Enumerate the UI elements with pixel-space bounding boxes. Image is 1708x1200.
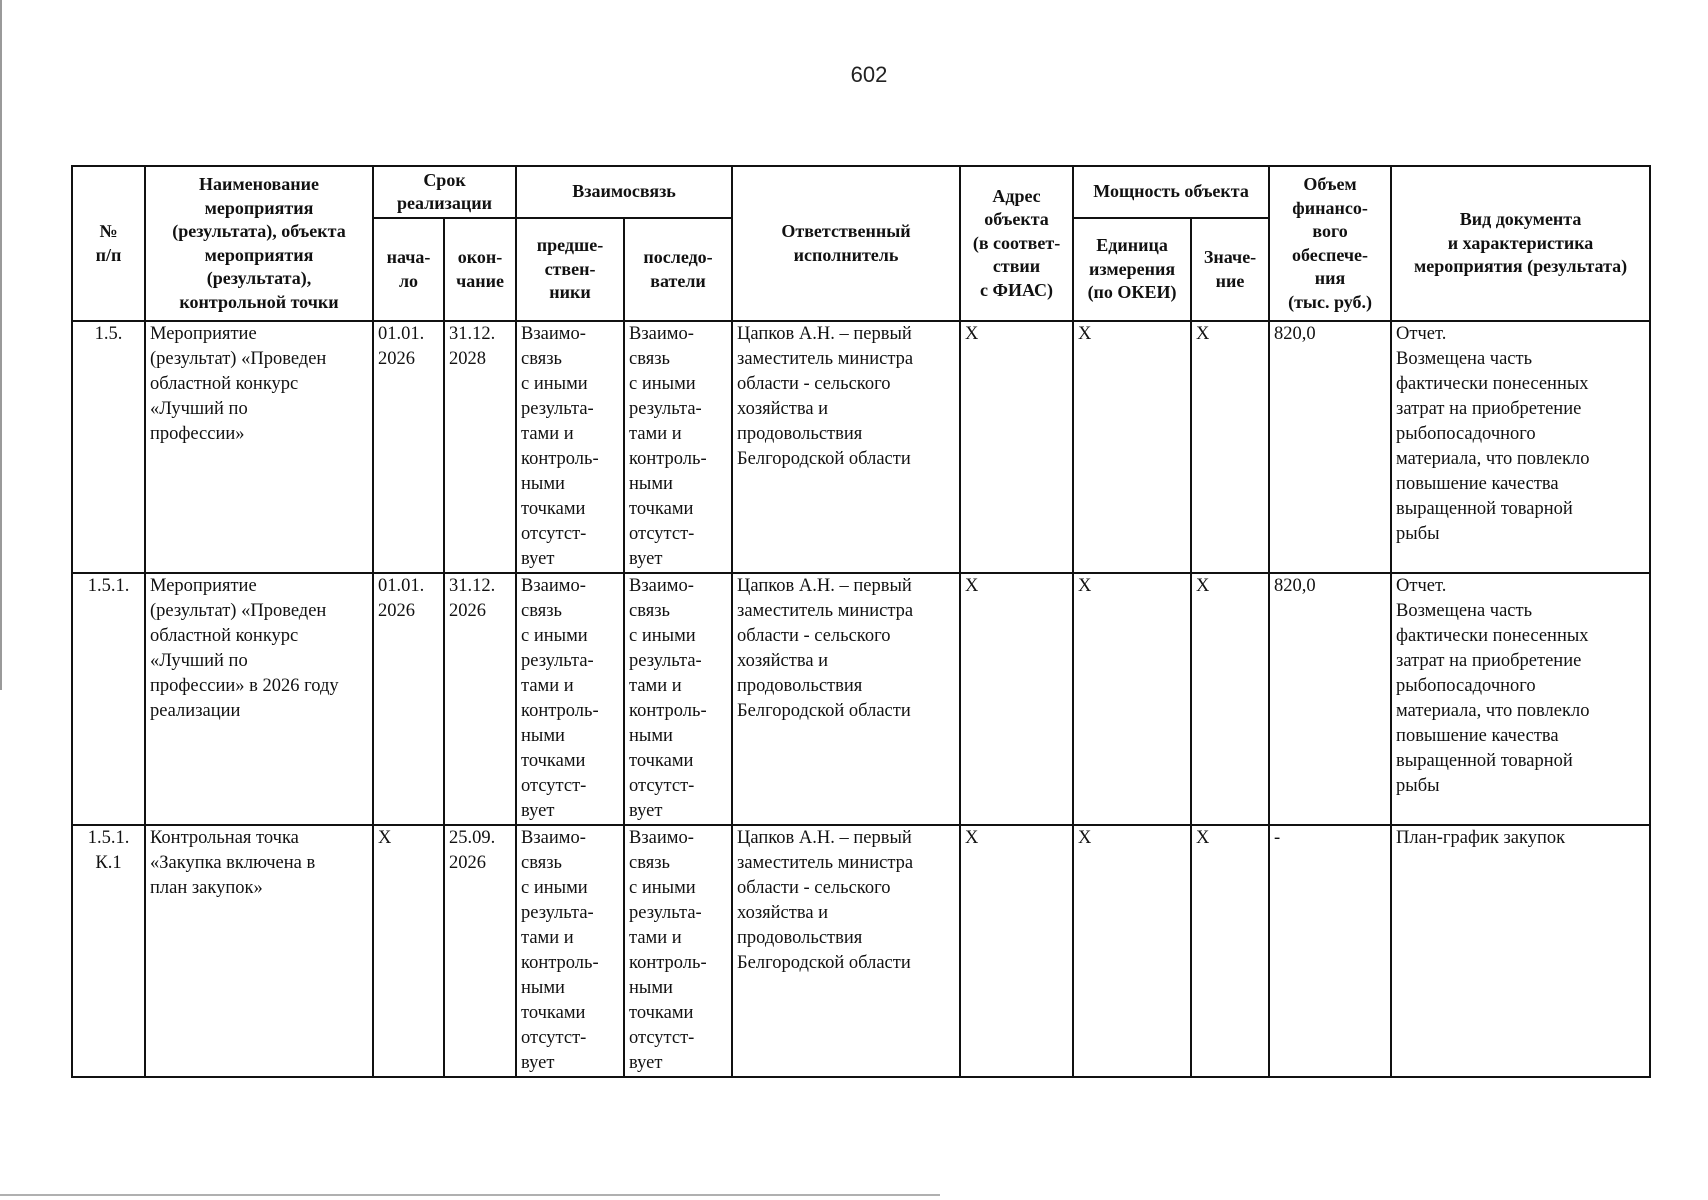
cell-doc: Отчет. Возмещена часть фактически понесенных затрат на приобретение рыбопосадочного материала, что повлекло повышение качества выращенной товарной рыбы (1391, 573, 1650, 825)
header-num: № п/п (72, 166, 145, 321)
cell-address: X (960, 321, 1073, 573)
cell-responsible: Цапков А.Н. – первый заместитель министра области - сельского хозяйства и продовольствия Белгородской области (732, 573, 960, 825)
left-margin-rule (0, 0, 2, 690)
header-capacity-unit: Единица измерения (по ОКЕИ) (1073, 218, 1191, 321)
cell-next: Взаимо- связь с иными результа- тами и контроль- ными точками отсутст- вует (624, 825, 732, 1077)
cell-responsible: Цапков А.Н. – первый заместитель министра области - сельского хозяйства и продовольствия Белгородской области (732, 321, 960, 573)
cell-next: Взаимо- связь с иными результа- тами и контроль- ными точками отсутст- вует (624, 321, 732, 573)
cell-unit: X (1073, 573, 1191, 825)
cell-funding: 820,0 (1269, 573, 1391, 825)
table-body (72, 321, 1650, 1077)
cell-value: X (1191, 321, 1269, 573)
header-term-start: нача- ло (373, 218, 444, 321)
cell-doc: Отчет. Возмещена часть фактически понесенных затрат на приобретение рыбопосадочного материала, что повлекло повышение качества выращенной товарной рыбы (1391, 321, 1650, 573)
cell-unit: X (1073, 321, 1191, 573)
cell-prev: Взаимо- связь с иными результа- тами и контроль- ными точками отсутст- вует (516, 573, 624, 825)
header-term: Срок реализации (373, 166, 516, 218)
table-row (72, 321, 1650, 573)
bottom-rule (0, 1194, 940, 1196)
table-row (72, 573, 1650, 825)
cell-end: 31.12. 2026 (444, 573, 516, 825)
cell-num: 1.5.1. К.1 (72, 825, 145, 1077)
cell-start: X (373, 825, 444, 1077)
plan-table (71, 165, 1651, 1078)
header-responsible: Ответственный исполнитель (732, 166, 960, 321)
cell-start: 01.01. 2026 (373, 321, 444, 573)
cell-responsible: Цапков А.Н. – первый заместитель министра области - сельского хозяйства и продовольствия Белгородской области (732, 825, 960, 1077)
header-relation-next: последо- ватели (624, 218, 732, 321)
cell-num: 1.5. (72, 321, 145, 573)
cell-start: 01.01. 2026 (373, 573, 444, 825)
cell-next: Взаимо- связь с иными результа- тами и контроль- ными точками отсутст- вует (624, 573, 732, 825)
cell-unit: X (1073, 825, 1191, 1077)
cell-funding: - (1269, 825, 1391, 1077)
cell-name: Мероприятие (результат) «Проведен областной конкурс «Лучший по профессии» (145, 321, 373, 573)
cell-name: Контрольная точка «Закупка включена в план закупок» (145, 825, 373, 1077)
cell-end: 31.12. 2028 (444, 321, 516, 573)
table-header (72, 166, 1650, 321)
header-funding: Объем финансо- вого обеспече- ния (тыс. руб.) (1269, 166, 1391, 321)
cell-address: X (960, 825, 1073, 1077)
cell-value: X (1191, 825, 1269, 1077)
header-term-end: окон- чание (444, 218, 516, 321)
cell-num: 1.5.1. (72, 573, 145, 825)
cell-name: Мероприятие (результат) «Проведен областной конкурс «Лучший по профессии» в 2026 году реализации (145, 573, 373, 825)
header-relation: Взаимосвязь (516, 166, 732, 218)
header-capacity-value: Значе- ние (1191, 218, 1269, 321)
header-capacity: Мощность объекта (1073, 166, 1269, 218)
cell-doc: План-график закупок (1391, 825, 1650, 1077)
header-address: Адрес объекта (в соответ- ствии с ФИАС) (960, 166, 1073, 321)
header-doc-type: Вид документа и характеристика мероприятия (результата) (1391, 166, 1650, 321)
cell-prev: Взаимо- связь с иными результа- тами и контроль- ными точками отсутст- вует (516, 321, 624, 573)
cell-funding: 820,0 (1269, 321, 1391, 573)
header-name: Наименование мероприятия (результата), объекта мероприятия (результата), контрольной точки (145, 166, 373, 321)
cell-prev: Взаимо- связь с иными результа- тами и контроль- ными точками отсутст- вует (516, 825, 624, 1077)
cell-end: 25.09. 2026 (444, 825, 516, 1077)
table-row (72, 825, 1650, 1077)
page-number: 602 (850, 62, 888, 87)
header-relation-prev: предше- ствен- ники (516, 218, 624, 321)
cell-value: X (1191, 573, 1269, 825)
cell-address: X (960, 573, 1073, 825)
